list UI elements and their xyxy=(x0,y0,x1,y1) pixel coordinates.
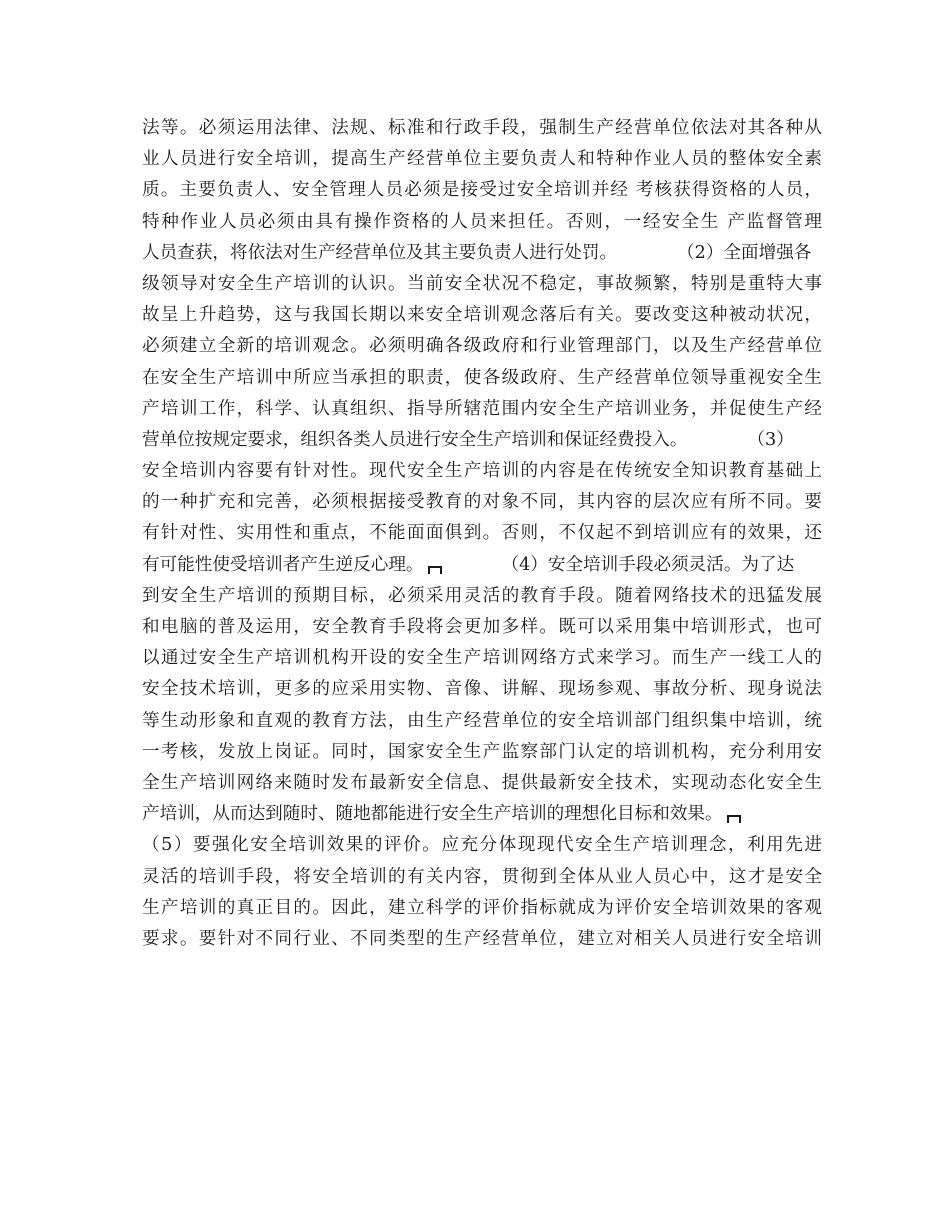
paragraph-mark-icon xyxy=(428,566,442,574)
section-heading-4: （4）安全培训手段必须灵活。为了达 xyxy=(501,554,795,575)
text-line: 必须建立全新的培训观念。必须明确各级政府和行业管理部门，以及生产经营单位 xyxy=(142,336,822,357)
text-segment: 人员查获，将依法对生产经营单位及其主要负责人进行处罚。 xyxy=(142,242,618,263)
text-line: 和电脑的普及运用，安全教育手段将会更加多样。既可以采用集中培训形式，也可 xyxy=(142,617,822,637)
section-heading-5: （5）要强化安全培训效果的评价。应充分体现现代安全生产培训理念，利用先进 xyxy=(142,835,822,856)
text-line xyxy=(142,238,822,269)
body-text xyxy=(142,113,822,955)
paragraph-mark-icon xyxy=(727,815,741,823)
text-line: 全生产培训网络来随时发布最新安全信息、提供最新安全技术，实现动态化安全生 xyxy=(142,772,822,793)
text-line: 灵活的培训手段，将安全培训的有关内容，贯彻到全体从业人员心中，这才是安全 xyxy=(142,866,822,887)
text-line: 一考核，发放上岗证。同时，国家安全生产监察部门认定的培训机构，充分利用安 xyxy=(142,741,822,762)
text-line xyxy=(142,799,822,830)
text-line: 质。主要负责人、安全管理人员必须是接受过安全培训并经 考核获得资格的人员， xyxy=(142,180,822,201)
text-line: 业人员进行安全培训，提高生产经营单位主要负责人和特种作业人员的整体安全素 xyxy=(142,149,822,170)
text-line xyxy=(142,550,822,581)
text-line: 安全培训内容要有针对性。现代安全生产培训的内容是在传统安全知识教育基础上 xyxy=(142,461,822,482)
text-line: 以通过安全生产培训机构开设的安全生产培训网络方式来学习。而生产一线工人的 xyxy=(142,648,822,669)
text-line: 产培训工作，科学、认真组织、指导所辖范围内安全生产培训业务，并促使生产经 xyxy=(142,398,822,419)
text-line: 有针对性、实用性和重点，不能面面俱到。否则，不仅起不到培训应有的效果，还 xyxy=(142,523,822,544)
section-heading-2: （2）全面增强各 xyxy=(677,242,812,263)
text-line: 级领导对安全生产培训的认识。当前安全状况不稳定，事故频繁，特别是重特大事 xyxy=(142,273,822,294)
text-line: 在安全生产培训中所应当承担的职责，使各级政府、生产经营单位领导重视安全生 xyxy=(142,367,822,388)
text-line xyxy=(142,425,822,456)
text-line: 等生动形象和直观的教育方法，由生产经营单位的安全培训部门组织集中培训，统 xyxy=(142,710,822,731)
section-heading-3: （3） xyxy=(747,429,794,450)
text-line: 要求。要针对不同行业、不同类型的生产经营单位，建立对相关人员进行安全培训 xyxy=(142,928,822,949)
text-line: 安全技术培训，更多的应采用实物、音像、讲解、现场参观、事故分析、现身说法 xyxy=(142,679,822,700)
text-segment: 有可能性使受培训者产生逆反心理。 xyxy=(142,554,424,575)
text-line: 法等。必须运用法律、法规、标准和行政手段，强制生产经营单位依法对其各种从 xyxy=(142,118,822,138)
text-line: 故呈上升趋势，这与我国长期以来安全培训观念落后有关。要改变这种被动状况， xyxy=(142,305,822,326)
text-line: 生产培训的真正目的。因此，建立科学的评价指标就成为评价安全培训效果的客观 xyxy=(142,897,822,918)
text-line: 特种作业人员必须由具有操作资格的人员来担任。否则，一经安全生 产监督管理 xyxy=(142,211,822,232)
text-segment: 产培训，从而达到随时、随地都能进行安全生产培训的理想化目标和效果。 xyxy=(142,804,723,825)
text-segment: 营单位按规定要求，组织各类人员进行安全生产培训和保证经费投入。 xyxy=(142,429,688,450)
text-line: 的一种扩充和完善，必须根据接受教育的对象不同，其内容的层次应有所不同。要 xyxy=(142,492,822,513)
text-line: 到安全生产培训的预期目标，必须采用灵活的教育手段。随着网络技术的迅猛发展 xyxy=(142,585,822,606)
